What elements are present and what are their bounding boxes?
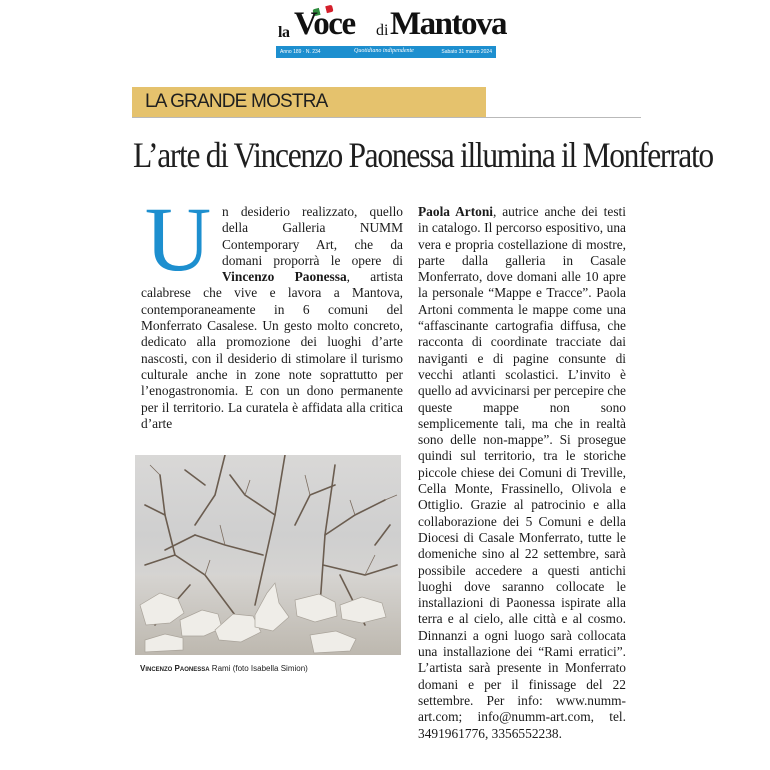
masthead-voce: Voce	[294, 6, 355, 42]
section-divider	[132, 117, 641, 118]
masthead-tagline: Quotidiano indipendente	[354, 48, 414, 54]
newspaper-masthead	[276, 4, 506, 58]
artist-name: Vincenzo Paonessa	[222, 269, 347, 285]
section-strip	[132, 87, 486, 117]
artwork-photo	[135, 455, 401, 655]
rami-installation-image	[135, 455, 401, 655]
masthead-info-bar	[276, 46, 496, 58]
issue-number: Anno 189 · N. 234	[280, 49, 321, 55]
section-label: LA GRANDE MOSTRA	[145, 91, 328, 112]
col1-text-b: , artista calabrese che vive e lavora a Mantova, contemporaneamente in 6 comuni del Monferrato Casalese. Un gesto molto concreto, dedicato alla promozione dei luoghi d’arte nascosti, con il desiderio di stimolare il turismo culturale anche in zone note soprattutto per l’enogastronomia. E con un dono permanente per il territorio. La curatela è affidata alla critica d’arte	[141, 269, 403, 431]
drop-cap: U	[144, 188, 212, 290]
article-column-2	[418, 204, 626, 742]
masthead-logo	[276, 4, 506, 44]
masthead-mantova: Mantova	[390, 6, 506, 42]
caption-text: Rami (foto Isabella Simion)	[209, 664, 308, 673]
article-column-1	[141, 188, 403, 432]
caption-artist: Vincenzo Paonessa	[140, 664, 210, 673]
issue-date: Sabato 31 marzo 2024	[441, 49, 492, 55]
photo-caption	[140, 664, 410, 673]
masthead-la: la	[278, 24, 290, 41]
article-headline: L’arte di Vincenzo Paonessa illumina il Monferrato	[133, 135, 713, 175]
masthead-di: di	[376, 22, 389, 39]
curator-name: Paola Artoni	[418, 204, 494, 219]
col1-text-a: n desiderio realizzato, quello della Galleria NUMM Contemporary Art, che da domani proporrà le opere di	[222, 204, 403, 268]
col2-text: , autrice anche dei testi in catalogo. Il percorso espositivo, una vera e propria costellazione di mostre, parte dalla galleria in Casale Monferrato, dove domani alle 10 apre la personale “Mappe e Tracce”. Paola Artoni commenta le mappe come una “affascinante cartografia diffusa, che racconta di coordinate tracciate dai naviganti e di pagine consunte di vecchi atlanti scolastici. L’invito è quello ad avvicinarsi per percepire che queste mappe non sono semplicemente tali, ma che in realtà sono delle non-mappe”. Si prosegue quindi sul territorio, tra le storiche piccole chiese dei Comuni di Treville, Cella Monte, Frassinello, Olivola e Ottiglio. Grazie al patrocinio e alla collaborazione dei 5 Comuni e della Diocesi di Casale Monferrato, tutte le domeniche sino al 22 settembre, sarà possibile accedere a questi antichi luoghi dove saranno collocate le installazioni di Paonessa ispirate alla terra e al cielo, alle città e al cosmo. Dinnanzi a ogni luogo sarà collocata una installazione dei “Rami erratici”. L’artista sarà presente in Monferrato domani e per il finissage del 22 settembre. Per info: www.numm-art.com; info@numm-art.com, tel. 3491961776, 3356552238.	[418, 204, 626, 741]
